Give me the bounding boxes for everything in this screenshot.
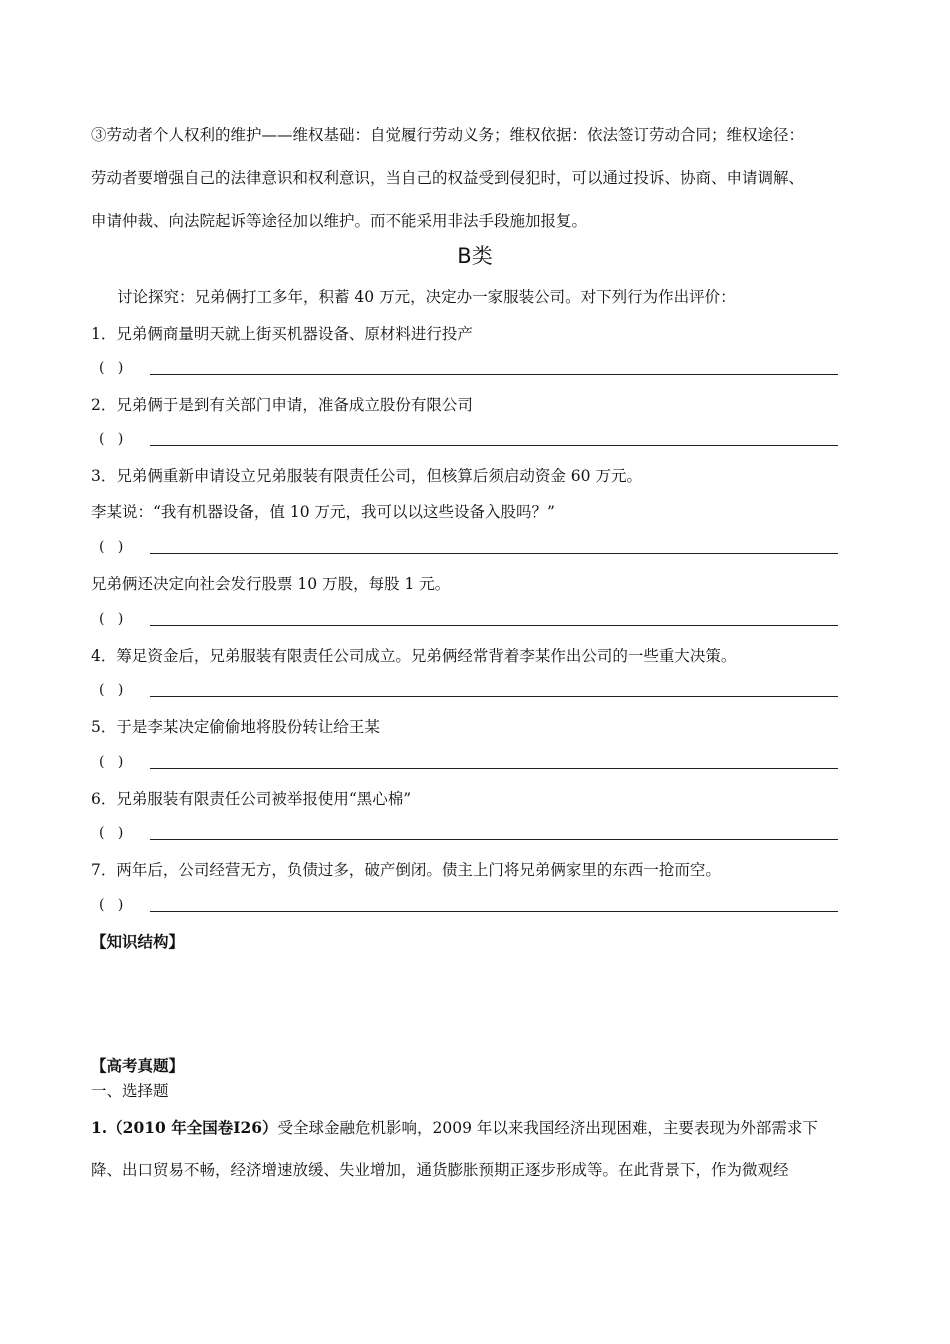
question-1-text: 受全球金融危机影响，2009 年以来我国经济出现困难，主要表现为外部需求下: [277, 1119, 818, 1137]
answer-underline: [150, 553, 838, 554]
answer-underline: [150, 374, 838, 375]
answer-paren: ( ): [99, 611, 124, 627]
intro-line-3: 申请仲裁、向法院起诉等途径加以维护。而不能采用非法手段施加报复。: [91, 212, 588, 230]
answer-line-2[interactable]: [91, 429, 838, 449]
answer-underline: [150, 768, 838, 769]
item-3-stock: 兄弟俩还决定向社会发行股票 10 万股，每股 1 元。: [91, 575, 451, 593]
answer-underline: [150, 839, 838, 840]
answer-line-4[interactable]: [91, 609, 838, 629]
answer-paren: ( ): [99, 825, 124, 841]
exam-questions-heading: 【高考真题】: [91, 1056, 185, 1075]
answer-line-1[interactable]: [91, 358, 838, 378]
answer-line-5[interactable]: [91, 680, 838, 700]
answer-line-3[interactable]: [91, 537, 838, 557]
item-5: 5．于是李某决定偷偷地将股份转让给王某: [91, 718, 380, 736]
question-1-label: 1.（2010 年全国卷Ⅰ26）: [91, 1118, 278, 1137]
answer-line-8[interactable]: [91, 895, 838, 915]
answer-line-7[interactable]: [91, 823, 838, 843]
item-6: 6．兄弟服装有限责任公司被举报使用“黑心棉”: [91, 790, 412, 808]
item-3-quote: 李某说：“我有机器设备，值 10 万元，我可以以这些设备入股吗？”: [91, 503, 555, 521]
item-1: 1．兄弟俩商量明天就上街买机器设备、原材料进行投产: [91, 325, 473, 343]
answer-paren: ( ): [99, 539, 124, 555]
item-2: 2．兄弟俩于是到有关部门申请，准备成立股份有限公司: [91, 396, 473, 414]
question-1-line-1: [91, 1118, 818, 1138]
answer-line-6[interactable]: [91, 752, 838, 772]
answer-paren: ( ): [99, 431, 124, 447]
answer-paren: ( ): [99, 754, 124, 770]
intro-line-2: 劳动者要增强自己的法律意识和权利意识，当自己的权益受到侵犯时，可以通过投诉、协商、申请调解、: [91, 169, 805, 187]
answer-underline: [150, 696, 838, 697]
choice-section-heading: 一、选择题: [91, 1082, 169, 1100]
answer-paren: ( ): [99, 360, 124, 376]
section-b-prompt: 讨论探究：兄弟俩打工多年，积蓄 40 万元，决定办一家服装公司。对下列行为作出评价：: [117, 288, 736, 306]
question-1-line-2: 降、出口贸易不畅，经济增速放缓、失业增加，通货膨胀预期正逐步形成等。在此背景下，作为微观经: [91, 1161, 789, 1179]
knowledge-structure-heading: 【知识结构】: [91, 932, 185, 951]
answer-paren: ( ): [99, 897, 124, 913]
item-3: 3．兄弟俩重新申请设立兄弟服装有限责任公司，但核算后须启动资金 60 万元。: [91, 467, 642, 485]
item-4: 4．筹足资金后，兄弟服装有限责任公司成立。兄弟俩经常背着李某作出公司的一些重大决策。: [91, 647, 737, 665]
answer-underline: [150, 445, 838, 446]
answer-underline: [150, 911, 838, 912]
item-7: 7．两年后，公司经营无方，负债过多，破产倒闭。债主上门将兄弟俩家里的东西一抢而空。: [91, 861, 721, 879]
section-b-title: B类: [457, 244, 493, 268]
intro-line-1: ③劳动者个人权利的维护——维权基础：自觉履行劳动义务；维权依据：依法签订劳动合同；维权途径：: [91, 126, 805, 144]
answer-paren: ( ): [99, 682, 124, 698]
answer-underline: [150, 625, 838, 626]
